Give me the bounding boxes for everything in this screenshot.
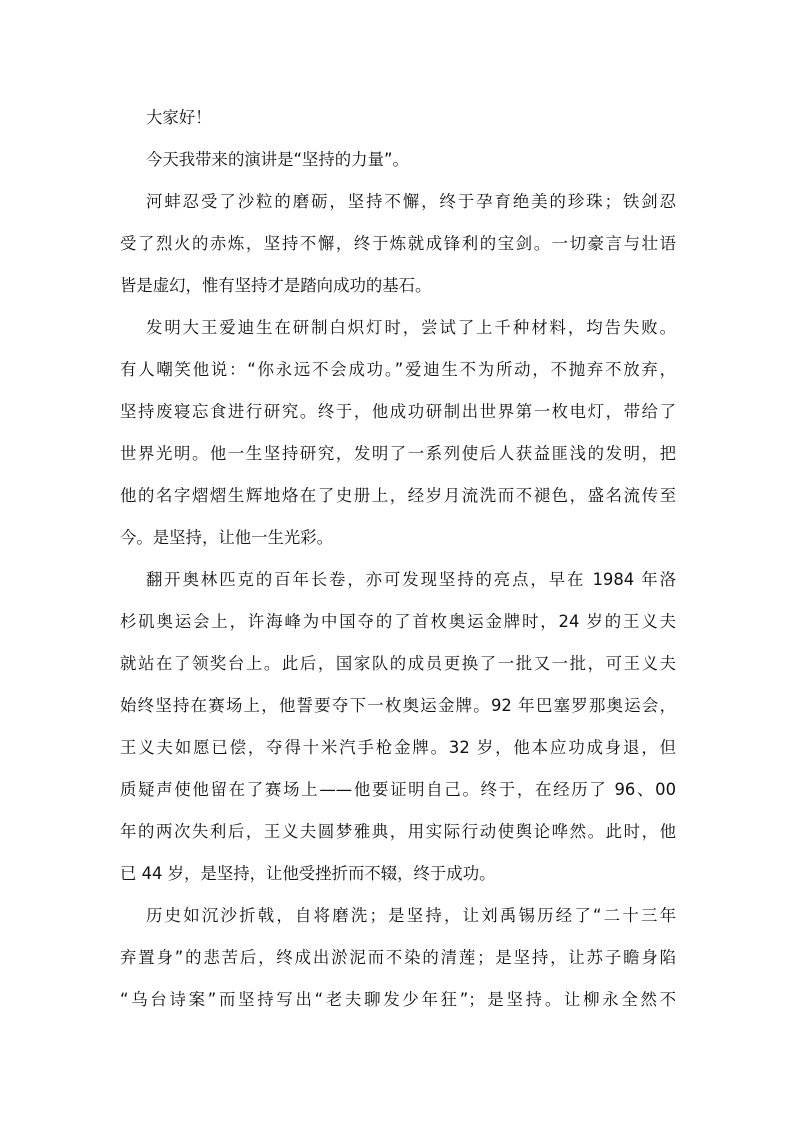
paragraph-line: 发明大王爱迪生在研制白炽灯时，尝试了上千种材料，均告失败。 xyxy=(146,318,676,337)
paragraph-line: 弃置身”的悲苦后，终成出淤泥而不染的清莲；是坚持，让苏子瞻身陷 xyxy=(120,948,676,967)
paragraph-line: 王义夫如愿已偿，夺得十米汽手枪金牌。32 岁，他本应功成身退，但 xyxy=(120,738,676,757)
paragraph-line: 受了烈火的赤炼，坚持不懈，终于炼就成锋利的宝剑。一切豪言与壮语 xyxy=(120,234,676,253)
paragraph-line: 就站在了领奖台上。此后，国家队的成员更换了一批又一批，可王义夫 xyxy=(120,654,676,673)
paragraph-line: 坚持废寝忘食进行研究。终于，他成功研制出世界第一枚电灯，带给了 xyxy=(120,402,676,421)
paragraph-line: “乌台诗案”而坚持写出“老夫聊发少年狂”；是坚持。让柳永全然不 xyxy=(120,990,676,1009)
paragraph-line: 已 44 岁，是坚持，让他受挫折而不辍，终于成功。 xyxy=(120,864,496,883)
greeting-line: 大家好！ xyxy=(146,108,212,127)
paragraph-line: 历史如沉沙折戟，自将磨洗；是坚持，让刘禹锡历经了“二十三年 xyxy=(146,906,676,925)
paragraph-line: 世界光明。他一生坚持研究，发明了一系列使后人获益匪浅的发明，把 xyxy=(120,444,676,463)
paragraph-line: 今。是坚持，让他一生光彩。 xyxy=(120,528,334,547)
paragraph-line: 质疑声使他留在了赛场上——他要证明自己。终于，在经历了 96、00 xyxy=(120,780,676,799)
paragraph-line: 翻开奥林匹克的百年长卷，亦可发现坚持的亮点，早在 1984 年洛 xyxy=(146,570,676,589)
paragraph-line: 杉矶奥运会上，许海峰为中国夺的了首枚奥运金牌时，24 岁的王义夫 xyxy=(120,612,676,631)
paragraph-line: 有人嘲笑他说：“你永远不会成功。”爱迪生不为所动，不抛弃不放弃， xyxy=(120,360,676,379)
speech-topic-line: 今天我带来的演讲是“坚持的力量”。 xyxy=(146,150,409,169)
paragraph-line: 河蚌忍受了沙粒的磨砺，坚持不懈，终于孕育绝美的珍珠；铁剑忍 xyxy=(146,192,676,211)
paragraph-line: 皆是虚幻，惟有坚持才是踏向成功的基石。 xyxy=(120,276,432,295)
paragraph-line: 他的名字熠熠生辉地烙在了史册上，经岁月流洗而不褪色，盛名流传至 xyxy=(120,486,676,505)
paragraph-line: 年的两次失利后，王义夫圆梦雅典，用实际行动使舆论哗然。此时，他 xyxy=(120,822,676,841)
paragraph-line: 始终坚持在赛场上，他誓要夺下一枚奥运金牌。92 年巴塞罗那奥运会， xyxy=(120,696,676,715)
